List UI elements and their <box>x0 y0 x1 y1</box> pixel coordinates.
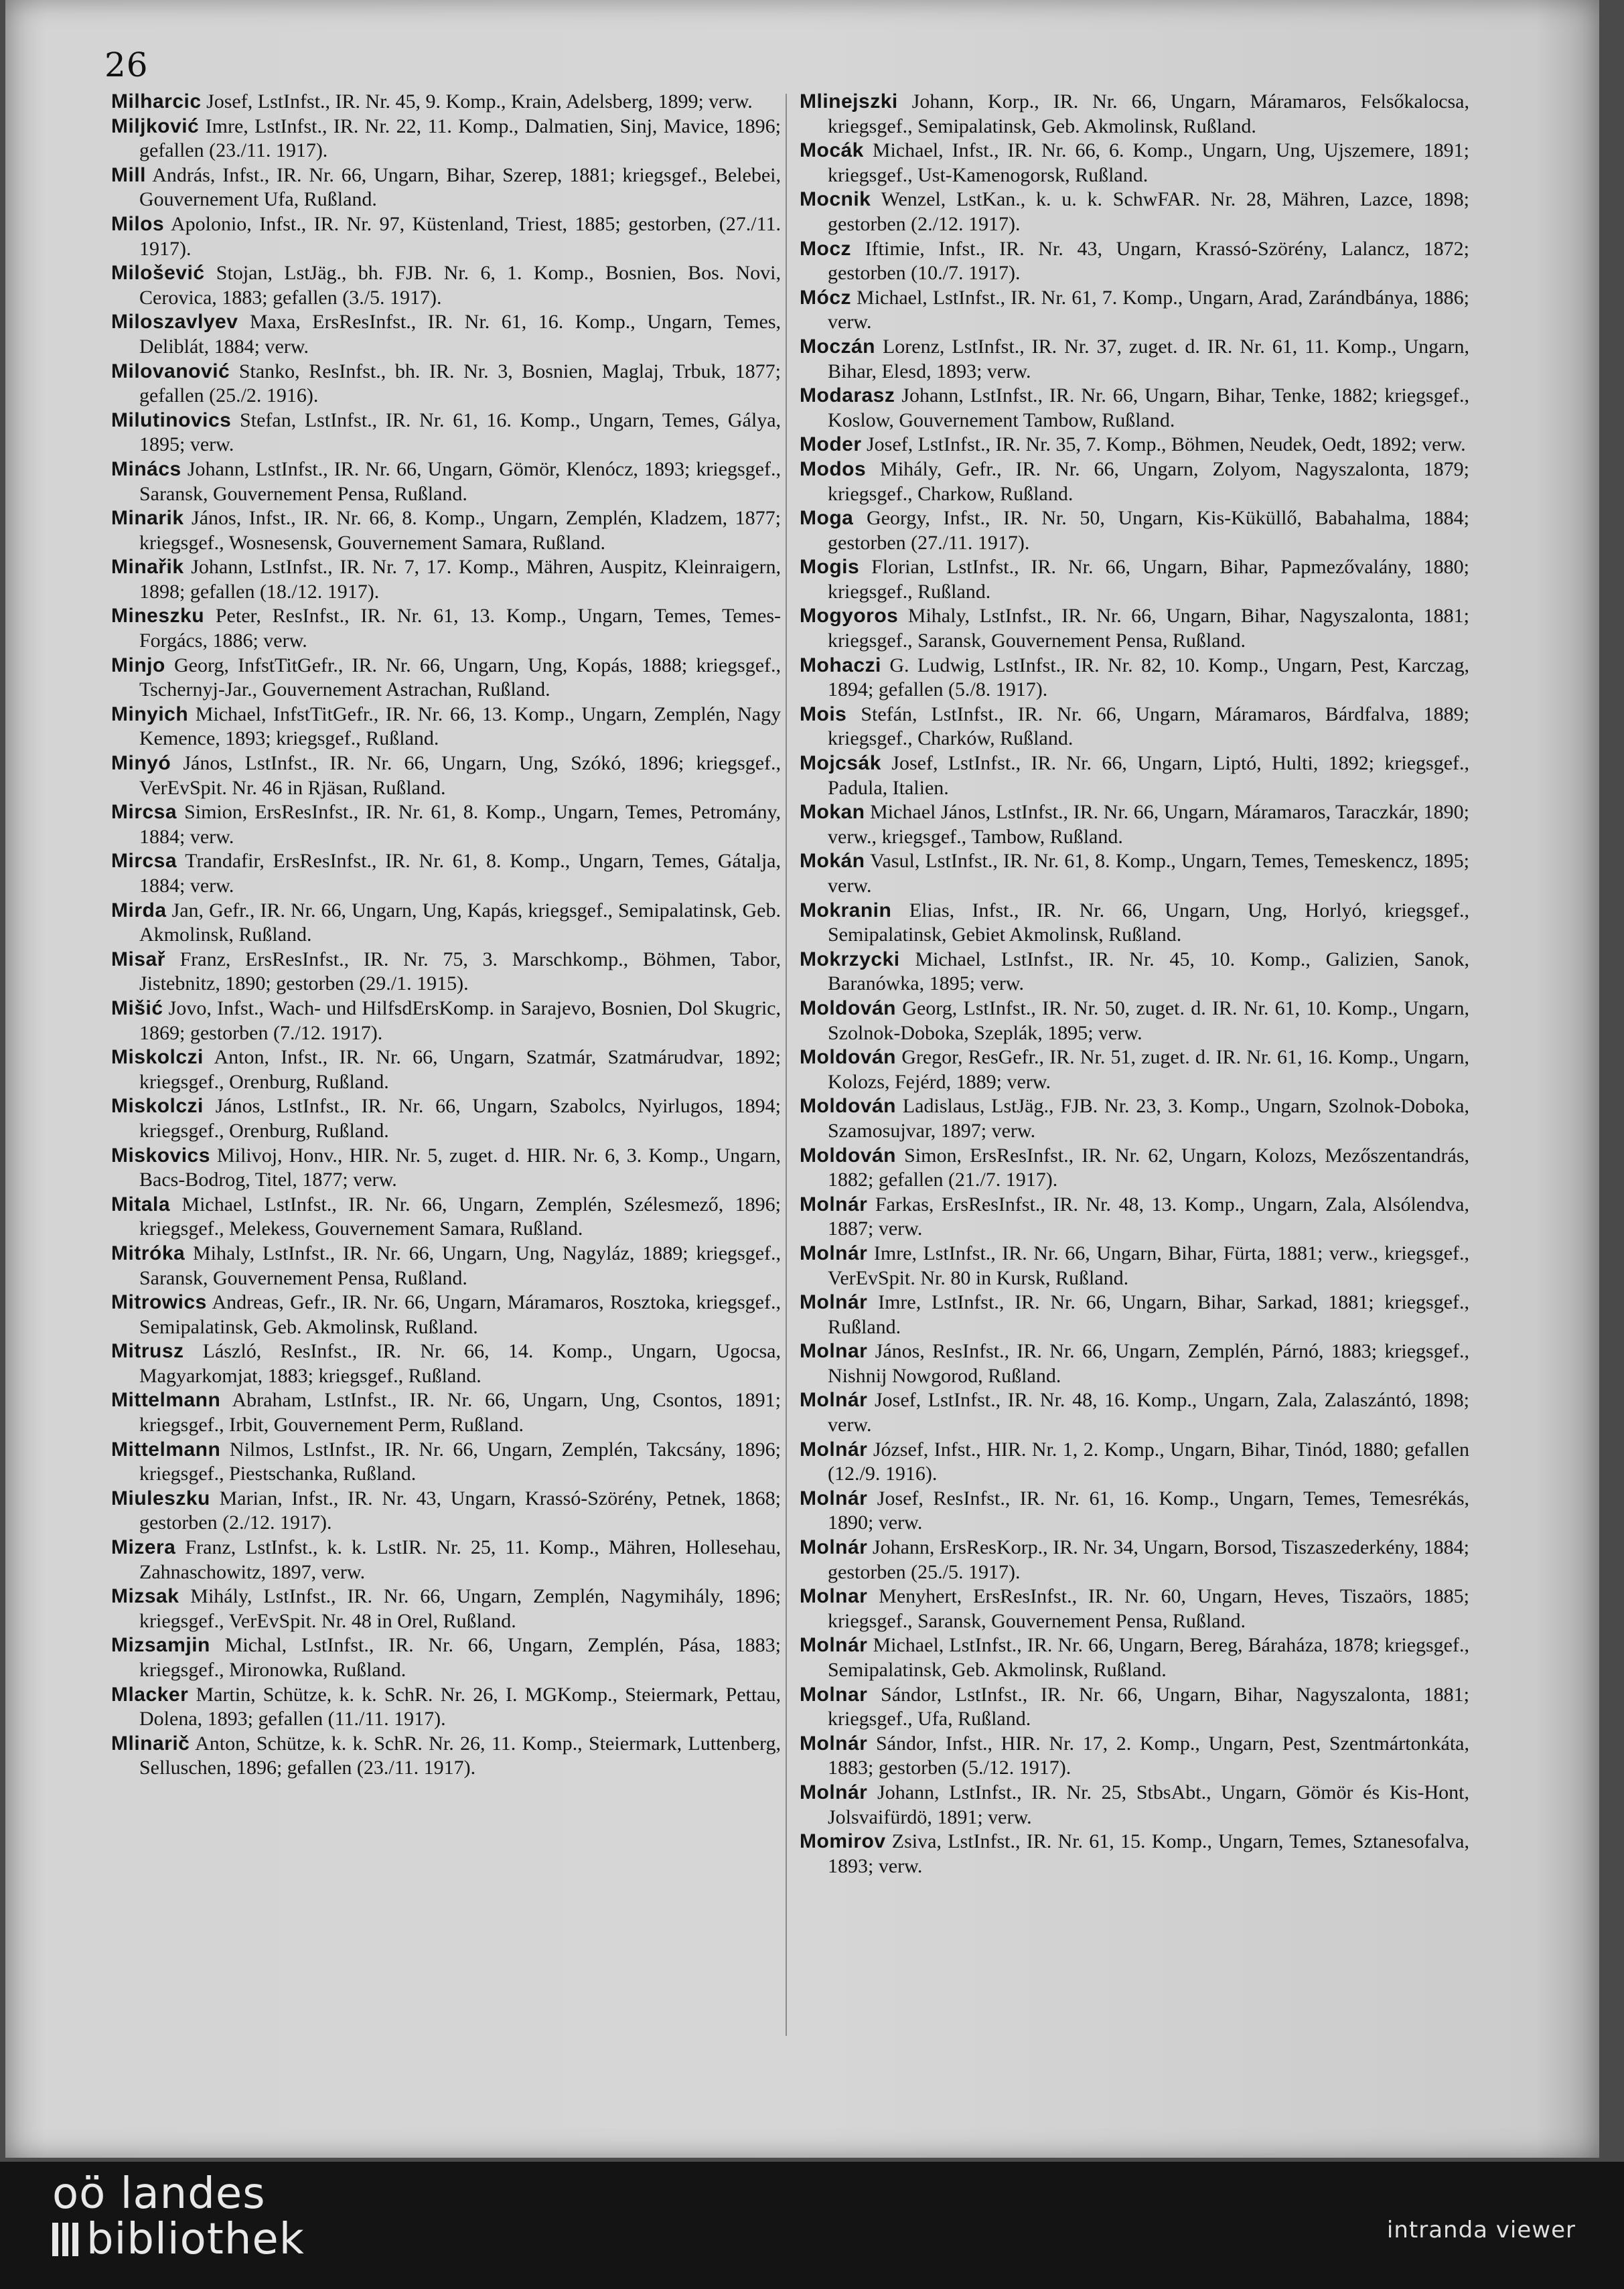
list-item <box>111 261 781 310</box>
entry-surname: Molnár <box>800 1438 868 1461</box>
entry-surname: Miskolczi <box>111 1046 204 1069</box>
entry-surname: Mocz <box>800 237 851 260</box>
entry-details: Michael, Infst., IR. Nr. 66, 6. Komp., Ungarn, Ung, Ujszemere, 1891; kriegsgef., Ust-Kamenogorsk, Rußland. <box>828 139 1470 186</box>
list-item <box>111 1290 781 1339</box>
entry-details: László, ResInfst., IR. Nr. 66, 14. Komp., Ungarn, Ugocsa, Magyarkomjat, 1883; kriegsgef., Rußland. <box>139 1340 781 1387</box>
entry-details: Georg, InfstTitGefr., IR. Nr. 66, Ungarn, Ung, Kopás, 1888; kriegsgef., Tschernyj-Jar., Gouvernement Astrachan, Rußland. <box>139 654 782 701</box>
list-item <box>111 1339 781 1388</box>
list-item <box>800 1339 1469 1388</box>
list-item <box>111 1633 781 1682</box>
entry-surname: Moldován <box>800 1144 896 1167</box>
entry-details: Johann, LstInfst., IR. Nr. 25, StbsAbt., Ungarn, Gömör és Kis-Hont, Jolsvaifürdö, 1891; verw. <box>828 1781 1469 1828</box>
entry-surname: Mlinarič <box>111 1732 190 1755</box>
list-item <box>800 1830 1469 1878</box>
entry-details: Nilmos, LstInfst., IR. Nr. 66, Ungarn, Zemplén, Takcsány, 1896; kriegsgef., Piestschanka, Rußland. <box>139 1438 781 1485</box>
logo-text-top: oö landes <box>52 2169 266 2219</box>
entry-details: Michael, LstInfst., IR. Nr. 45, 10. Komp., Galizien, Sanok, Baranówka, 1895; verw. <box>828 948 1470 995</box>
list-item <box>111 948 781 996</box>
entry-details: Michael, LstInfst., IR. Nr. 66, Ungarn, Bereg, Báraháza, 1878; kriegsgef., Semipalatinsk, Geb. Akmolinsk, Rußland. <box>828 1634 1469 1681</box>
entry-details: Imre, LstInfst., IR. Nr. 66, Ungarn, Bihar, Fürta, 1881; verw., kriegsgef., VerEvSpit. Nr. 80 in Kursk, Rußland. <box>828 1242 1469 1289</box>
list-item <box>111 1242 781 1290</box>
entry-details: Marian, Infst., IR. Nr. 43, Ungarn, Krassó-Szörény, Petnek, 1868; gestorben (2./12. 1917). <box>139 1487 782 1534</box>
entry-surname: Mizsamjin <box>111 1634 210 1657</box>
entry-surname: Minarik <box>111 507 184 530</box>
list-item <box>111 899 781 948</box>
entry-details: Stanko, ResInfst., bh. IR. Nr. 3, Bosnien, Maglaj, Trbuk, 1877; gefallen (25./2. 1916). <box>139 360 781 407</box>
entry-surname: Misař <box>111 948 165 970</box>
entry-surname: Mócz <box>800 286 851 309</box>
entry-details: Jan, Gefr., IR. Nr. 66, Ungarn, Ung, Kapás, kriegsgef., Semipalatinsk, Geb. Akmolinsk, Rußland. <box>139 899 782 946</box>
entry-details: Gregor, ResGefr., IR. Nr. 51, zuget. d. IR. Nr. 61, 16. Komp., Ungarn, Kolozs, Fejérd, 1889; verw. <box>828 1046 1469 1093</box>
logo-text-bottom-row <box>52 2215 305 2264</box>
entry-surname: Mitrusz <box>111 1340 184 1363</box>
entry-surname: Milovanović <box>111 360 230 382</box>
entry-surname: Mitróka <box>111 1242 186 1264</box>
list-item <box>800 654 1469 703</box>
entry-surname: Mill <box>111 163 146 186</box>
entry-details: Stojan, LstJäg., bh. FJB. Nr. 6, 1. Komp., Bosnien, Bos. Novi, Cerovica, 1883; gefallen (3./5. 1917). <box>139 262 781 309</box>
list-item <box>800 1487 1469 1536</box>
list-item <box>111 1388 781 1437</box>
entry-details: Johann, LstInfst., IR. Nr. 66, Ungarn, Bihar, Tenke, 1882; kriegsgef., Koslow, Gouvernement Tambow, Rußland. <box>828 384 1470 431</box>
entry-surname: Mitala <box>111 1193 171 1215</box>
entry-surname: Molnár <box>800 1634 868 1657</box>
entry-details: János, LstInfst., IR. Nr. 66, Ungarn, Ung, Szókó, 1896; kriegsgef., VerEvSpit. Nr. 46 in Rjäsan, Rußland. <box>139 752 782 799</box>
list-item <box>111 654 781 703</box>
list-item <box>800 555 1469 604</box>
entry-surname: Mineszku <box>111 605 205 627</box>
entry-details: Michael János, LstInfst., IR. Nr. 66, Ungarn, Máramaros, Taraczkár, 1890; verw., kriegsgef., Tambow, Rußland. <box>828 801 1469 848</box>
entry-surname: Molnár <box>800 1487 868 1509</box>
list-item <box>800 1242 1469 1290</box>
list-item <box>800 751 1469 800</box>
column-divider <box>786 94 787 2036</box>
library-logo[interactable] <box>52 2169 305 2264</box>
list-item <box>800 433 1469 457</box>
list-item <box>111 1536 781 1584</box>
entry-surname: Mokranin <box>800 899 892 921</box>
list-item <box>111 409 781 457</box>
entry-details: Johann, Korp., IR. Nr. 66, Ungarn, Máramaros, Felsőkalocsa, kriegsgef., Semipalatinsk, Geb. Akmolinsk, Rußland. <box>828 90 1469 137</box>
entry-surname: Mircsa <box>111 850 177 873</box>
entry-details: Josef, LstInfst., IR. Nr. 48, 16. Komp., Ungarn, Zala, Zalaszántó, 1898; verw. <box>828 1389 1470 1436</box>
entry-details: Mihaly, LstInfst., IR. Nr. 66, Ungarn, Ung, Nagyláz, 1889; kriegsgef., Saransk, Gouvernement Pensa, Rußland. <box>139 1242 782 1289</box>
list-item <box>800 1781 1469 1830</box>
entry-surname: Modarasz <box>800 384 895 407</box>
right-column <box>800 90 1469 1878</box>
entry-surname: Moczán <box>800 335 876 358</box>
entry-details: Sándor, Infst., HIR. Nr. 17, 2. Komp., Ungarn, Pest, Szentmártonkáta, 1883; gestorben (5./12. 1917). <box>828 1732 1469 1779</box>
viewer-brand-link[interactable]: intranda viewer <box>1386 2217 1576 2243</box>
entry-surname: Minyó <box>111 752 171 775</box>
entry-surname: Miskovics <box>111 1144 210 1167</box>
entry-surname: Mois <box>800 703 847 725</box>
entry-details: Josef, LstInfst., IR. Nr. 35, 7. Komp., Böhmen, Neudek, Oedt, 1892; verw. <box>867 433 1466 456</box>
list-item <box>111 1732 781 1781</box>
entry-details: Michal, LstInfst., IR. Nr. 66, Ungarn, Zemplén, Pása, 1883; kriegsgef., Mironowka, Rußland. <box>139 1634 781 1681</box>
entry-details: Anton, Infst., IR. Nr. 66, Ungarn, Szatmár, Szatmárudvar, 1892; kriegsgef., Orenburg, Rußland. <box>139 1046 781 1093</box>
list-item <box>111 555 781 604</box>
entry-surname: Miskolczi <box>111 1095 204 1118</box>
entry-details: Abraham, LstInfst., IR. Nr. 66, Ungarn, Ung, Csontos, 1891; kriegsgef., Irbit, Gouvernement Perm, Rußland. <box>139 1389 781 1436</box>
entry-surname: Minjo <box>111 654 165 676</box>
entry-surname: Mirda <box>111 899 167 921</box>
entry-surname: Molnar <box>800 1340 868 1363</box>
list-item <box>111 1584 781 1633</box>
logo-text-bottom: bibliothek <box>86 2215 305 2264</box>
entry-surname: Minyich <box>111 703 189 725</box>
entry-surname: Milutinovics <box>111 409 232 431</box>
list-item <box>800 335 1469 384</box>
entry-details: Trandafir, ErsResInfst., IR. Nr. 61, 8. Komp., Ungarn, Temes, Gátalja, 1884; verw. <box>139 850 781 897</box>
list-item <box>800 703 1469 751</box>
entry-details: Franz, ErsResInfst., IR. Nr. 75, 3. Marschkomp., Böhmen, Tabor, Jistebnitz, 1890; gestorben (29./1. 1915). <box>139 948 782 995</box>
scanned-page <box>5 0 1599 2158</box>
entry-surname: Mittelmann <box>111 1438 221 1461</box>
list-item <box>800 139 1469 188</box>
entry-surname: Mogis <box>800 556 860 579</box>
entry-details: Mihály, Gefr., IR. Nr. 66, Ungarn, Zolyom, Nagyszalonta, 1879; kriegsgef., Charkow, Rußland. <box>828 457 1470 505</box>
list-item <box>800 1584 1469 1633</box>
list-item <box>111 1193 781 1242</box>
entry-details: Johann, ErsResKorp., IR. Nr. 34, Ungarn, Borsod, Tiszaszederkény, 1884; gestorben (25./5. 1917). <box>828 1536 1469 1583</box>
entry-surname: Milošević <box>111 262 205 285</box>
entry-surname: Mircsa <box>111 801 177 824</box>
list-item <box>800 237 1469 286</box>
list-item <box>800 506 1469 555</box>
list-item <box>800 1438 1469 1487</box>
entry-surname: Mlinejszki <box>800 90 898 113</box>
list-item <box>800 899 1469 948</box>
list-item <box>800 849 1469 898</box>
entry-surname: Mokrzycki <box>800 948 900 970</box>
entry-surname: Mitrowics <box>111 1291 207 1314</box>
list-item <box>111 457 781 506</box>
entry-surname: Modos <box>800 457 867 480</box>
entry-surname: Moldován <box>800 1095 896 1118</box>
list-item <box>800 948 1469 996</box>
entry-details: Simion, ErsResInfst., IR. Nr. 61, 8. Komp., Ungarn, Temes, Petromány, 1884; verw. <box>139 801 782 848</box>
entry-surname: Miuleszku <box>111 1487 210 1509</box>
entry-details: Stefan, LstInfst., IR. Nr. 61, 16. Komp., Ungarn, Temes, Gálya, 1895; verw. <box>139 409 782 456</box>
entry-details: Johann, LstInfst., IR. Nr. 66, Ungarn, Gömör, Klenócz, 1893; kriegsgef., Saransk, Gouvernement Pensa, Rußland. <box>139 457 782 505</box>
list-item <box>800 996 1469 1045</box>
list-item <box>111 163 781 212</box>
entry-details: Zsiva, LstInfst., IR. Nr. 61, 15. Komp., Ungarn, Temes, Sztanesofalva, 1893; verw. <box>828 1830 1470 1877</box>
entry-surname: Mohaczi <box>800 654 881 676</box>
list-item <box>800 1732 1469 1781</box>
entry-surname: Mocák <box>800 139 864 162</box>
entry-details: Franz, LstInfst., k. k. LstIR. Nr. 25, 11. Komp., Mähren, Hollesehau, Zahnaschowitz, 1897, verw. <box>139 1536 782 1583</box>
entry-details: János, Infst., IR. Nr. 66, 8. Komp., Ungarn, Zemplén, Kladzem, 1877; kriegsgef., Wosnesensk, Gouvernement Samara, Rußland. <box>139 507 782 554</box>
list-item <box>800 188 1469 236</box>
entry-surname: Molnar <box>800 1585 868 1608</box>
entry-surname: Mojcsák <box>800 752 881 775</box>
entry-details: Vasul, LstInfst., IR. Nr. 61, 8. Komp., Ungarn, Temes, Temeskencz, 1895; verw. <box>828 850 1469 897</box>
entry-surname: Mocnik <box>800 188 871 211</box>
list-item <box>111 506 781 555</box>
entry-surname: Molnár <box>800 1781 868 1803</box>
entry-details: Milivoj, Honv., HIR. Nr. 5, zuget. d. HIR. Nr. 6, 3. Komp., Ungarn, Bacs-Bodrog, Titel, 1877; verw. <box>139 1144 782 1191</box>
left-column <box>111 90 781 1781</box>
entry-details: Andreas, Gefr., IR. Nr. 66, Ungarn, Máramaros, Rosztoka, kriegsgef., Semipalatinsk, Geb. Akmolinsk, Rußland. <box>139 1291 781 1338</box>
entry-surname: Mokán <box>800 850 865 873</box>
list-item <box>800 457 1469 506</box>
list-item <box>800 1633 1469 1682</box>
entry-details: Menyhert, ErsResInfst., IR. Nr. 60, Ungarn, Heves, Tiszaörs, 1885; kriegsgef., Saransk, Gouvernement Pensa, Rußland. <box>828 1585 1470 1632</box>
entry-surname: Minařik <box>111 556 184 579</box>
entry-details: Florian, LstInfst., IR. Nr. 66, Ungarn, Bihar, Papmezővalány, 1880; kriegsgef., Rußland. <box>828 556 1470 603</box>
list-item <box>111 90 781 115</box>
entry-details: Imre, LstInfst., IR. Nr. 22, 11. Komp., Dalmatien, Sinj, Mavice, 1896; gefallen (23./11. 1917). <box>139 115 781 162</box>
entry-surname: Molnar <box>800 1683 868 1706</box>
list-item <box>800 1045 1469 1094</box>
list-item <box>111 800 781 849</box>
entry-details: Josef, LstInfst., IR. Nr. 66, Ungarn, Liptó, Hulti, 1892; kriegsgef., Padula, Italien. <box>828 752 1469 799</box>
list-item <box>111 703 781 751</box>
list-item <box>800 800 1469 849</box>
entry-details: Jovo, Infst., Wach- und HilfsdErsKomp. in Sarajevo, Bosnien, Dol Skugric, 1869; gestorben (7./12. 1917). <box>139 996 781 1044</box>
entry-surname: Moga <box>800 507 854 530</box>
entry-surname: Miljković <box>111 115 200 137</box>
entry-details: Mihály, LstInfst., IR. Nr. 66, Ungarn, Zemplén, Nagymihály, 1896; kriegsgef., VerEvSpit. Nr. 48 in Orel, Rußland. <box>139 1585 782 1632</box>
entry-details: Josef, ResInfst., IR. Nr. 61, 16. Komp., Ungarn, Temes, Temesrékás, 1890; verw. <box>828 1487 1470 1534</box>
entry-details: Simon, ErsResInfst., IR. Nr. 62, Ungarn, Kolozs, Mezőszentandrás, 1882; gefallen (21./7. 1917). <box>828 1144 1469 1191</box>
list-item <box>111 1045 781 1094</box>
entry-details: József, Infst., HIR. Nr. 1, 2. Komp., Ungarn, Bihar, Tinód, 1880; gefallen (12./9. 1916). <box>828 1438 1469 1485</box>
entry-details: Michael, InfstTitGefr., IR. Nr. 66, 13. Komp., Ungarn, Zemplén, Nagy Kemence, 1893; kriegsgef., Rußland. <box>139 703 782 750</box>
entry-surname: Molnár <box>800 1536 868 1559</box>
entry-details: Mihaly, LstInfst., IR. Nr. 66, Ungarn, Bihar, Nagyszalonta, 1881; kriegsgef., Saransk, Gouvernement Pensa, Rußland. <box>828 605 1469 652</box>
entry-surname: Mogyoros <box>800 605 899 627</box>
entry-details: Josef, LstInfst., IR. Nr. 45, 9. Komp., Krain, Adelsberg, 1899; verw. <box>206 90 753 113</box>
entry-details: Michael, LstInfst., IR. Nr. 66, Ungarn, Zemplén, Szélesmező, 1896; kriegsgef., Melekess, Gouvernement Samara, Rußland. <box>139 1193 782 1240</box>
entry-details: Martin, Schütze, k. k. SchR. Nr. 26, I. MGKomp., Steiermark, Pettau, Dolena, 1893; gefallen (11./11. 1917). <box>139 1683 781 1730</box>
entry-details: Wenzel, LstKan., k. u. k. SchwFAR. Nr. 28, Mähren, Lazce, 1898; gestorben (2./12. 1917). <box>828 188 1469 235</box>
entry-surname: Molnár <box>800 1193 868 1215</box>
list-item <box>800 384 1469 433</box>
entry-surname: Mišić <box>111 996 163 1019</box>
entry-details: Anton, Schütze, k. k. SchR. Nr. 26, 11. Komp., Steiermark, Luttenberg, Selluschen, 1896; gefallen (23./11. 1917). <box>139 1732 781 1779</box>
entry-details: János, LstInfst., IR. Nr. 66, Ungarn, Szabolcs, Nyirlugos, 1894; kriegsgef., Orenburg, Rußland. <box>139 1095 782 1142</box>
list-item <box>800 1193 1469 1242</box>
entry-surname: Minács <box>111 457 181 480</box>
entry-details: Farkas, ErsResInfst., IR. Nr. 48, 13. Komp., Ungarn, Zala, Alsólendva, 1887; verw. <box>828 1193 1469 1240</box>
list-item <box>111 1487 781 1536</box>
entry-surname: Mokan <box>800 801 865 824</box>
list-item <box>800 604 1469 653</box>
list-item <box>111 212 781 261</box>
list-item <box>111 1683 781 1732</box>
entry-details: Johann, LstInfst., IR. Nr. 7, 17. Komp., Mähren, Auspitz, Kleinraigern, 1898; gefallen (18./12. 1917). <box>139 556 782 603</box>
entry-details: Georg, LstInfst., IR. Nr. 50, zuget. d. IR. Nr. 61, 10. Komp., Ungarn, Szolnok-Doboka, Szeplák, 1895; verw. <box>828 996 1469 1044</box>
list-item <box>111 310 781 359</box>
entry-surname: Mlacker <box>111 1683 189 1706</box>
entry-surname: Mizera <box>111 1536 176 1559</box>
entry-surname: Molnár <box>800 1732 868 1755</box>
entry-surname: Moder <box>800 433 862 456</box>
list-item <box>111 1438 781 1487</box>
entry-details: Georgy, Infst., IR. Nr. 50, Ungarn, Kis-Küküllő, Babahalma, 1884; gestorben (27./11. 1917). <box>828 507 1470 554</box>
entry-surname: Molnár <box>800 1291 868 1314</box>
entry-surname: Milos <box>111 212 165 235</box>
list-item <box>800 1094 1469 1143</box>
list-item <box>111 115 781 163</box>
entry-details: Lorenz, LstInfst., IR. Nr. 37, zuget. d. IR. Nr. 61, 11. Komp., Ungarn, Bihar, Elesd, 1893; verw. <box>828 335 1469 382</box>
list-item <box>800 1290 1469 1339</box>
entry-details: Ladislaus, LstJäg., FJB. Nr. 23, 3. Komp., Ungarn, Szolnok-Doboka, Szamosujvar, 1897; verw. <box>828 1095 1469 1142</box>
list-item <box>111 751 781 800</box>
entry-surname: Moldován <box>800 1046 896 1069</box>
entry-details: Apolonio, Infst., IR. Nr. 97, Küstenland, Triest, 1885; gestorben, (27./11. 1917). <box>139 212 781 260</box>
entry-details: Peter, ResInfst., IR. Nr. 61, 13. Komp., Ungarn, Temes, Temes-Forgács, 1886; verw. <box>139 605 781 652</box>
entry-surname: Moldován <box>800 996 896 1019</box>
list-item <box>111 996 781 1045</box>
entry-details: Michael, LstInfst., IR. Nr. 61, 7. Komp., Ungarn, Arad, Zarándbánya, 1886; verw. <box>828 286 1469 334</box>
entry-surname: Milharcic <box>111 90 202 113</box>
entry-details: Imre, LstInfst., IR. Nr. 66, Ungarn, Bihar, Sarkad, 1881; kriegsgef., Rußland. <box>828 1291 1470 1338</box>
entry-details: Sándor, LstInfst., IR. Nr. 66, Ungarn, Bihar, Nagyszalonta, 1881; kriegsgef., Ufa, Rußland. <box>828 1683 1470 1730</box>
list-item <box>800 1144 1469 1193</box>
list-item <box>800 1536 1469 1584</box>
entry-surname: Mittelmann <box>111 1389 221 1412</box>
entry-surname: Miloszavlyev <box>111 311 238 334</box>
entry-details: Iftimie, Infst., IR. Nr. 43, Ungarn, Krassó-Szörény, Lalancz, 1872; gestorben (10./7. 1917). <box>828 237 1469 285</box>
list-item <box>800 90 1469 139</box>
entry-surname: Molnár <box>800 1389 868 1412</box>
list-item <box>111 604 781 653</box>
list-item <box>111 1094 781 1143</box>
entry-surname: Mizsak <box>111 1585 179 1608</box>
list-item <box>111 360 781 409</box>
list-item <box>111 1144 781 1193</box>
list-item <box>111 849 781 898</box>
page-number: 26 <box>104 46 149 84</box>
list-item <box>800 1388 1469 1437</box>
entry-surname: Momirov <box>800 1830 886 1853</box>
entry-details: Elias, Infst., IR. Nr. 66, Ungarn, Ung, Horlyó, kriegsgef., Semipalatinsk, Gebiet Akmolinsk, Rußland. <box>828 899 1469 946</box>
entry-surname: Molnár <box>800 1242 868 1264</box>
list-item <box>800 1683 1469 1732</box>
entry-details: G. Ludwig, LstInfst., IR. Nr. 82, 10. Komp., Ungarn, Pest, Karczag, 1894; gefallen (5./8. 1917). <box>828 654 1470 701</box>
entry-details: Stefán, LstInfst., IR. Nr. 66, Ungarn, Máramaros, Bárdfalva, 1889; kriegsgef., Charków, Rußland. <box>828 703 1469 750</box>
entry-details: Maxa, ErsResInfst., IR. Nr. 61, 16. Komp., Ungarn, Temes, Deliblát, 1884; verw. <box>139 311 781 358</box>
list-item <box>800 286 1469 335</box>
logo-bars-icon <box>52 2223 78 2256</box>
entry-details: János, ResInfst., IR. Nr. 66, Ungarn, Zemplén, Párnó, 1883; kriegsgef., Nishnij Nowgorod, Rußland. <box>828 1340 1469 1387</box>
entry-details: András, Infst., IR. Nr. 66, Ungarn, Bihar, Szerep, 1881; kriegsgef., Belebei, Gouvernement Ufa, Rußland. <box>139 163 781 211</box>
